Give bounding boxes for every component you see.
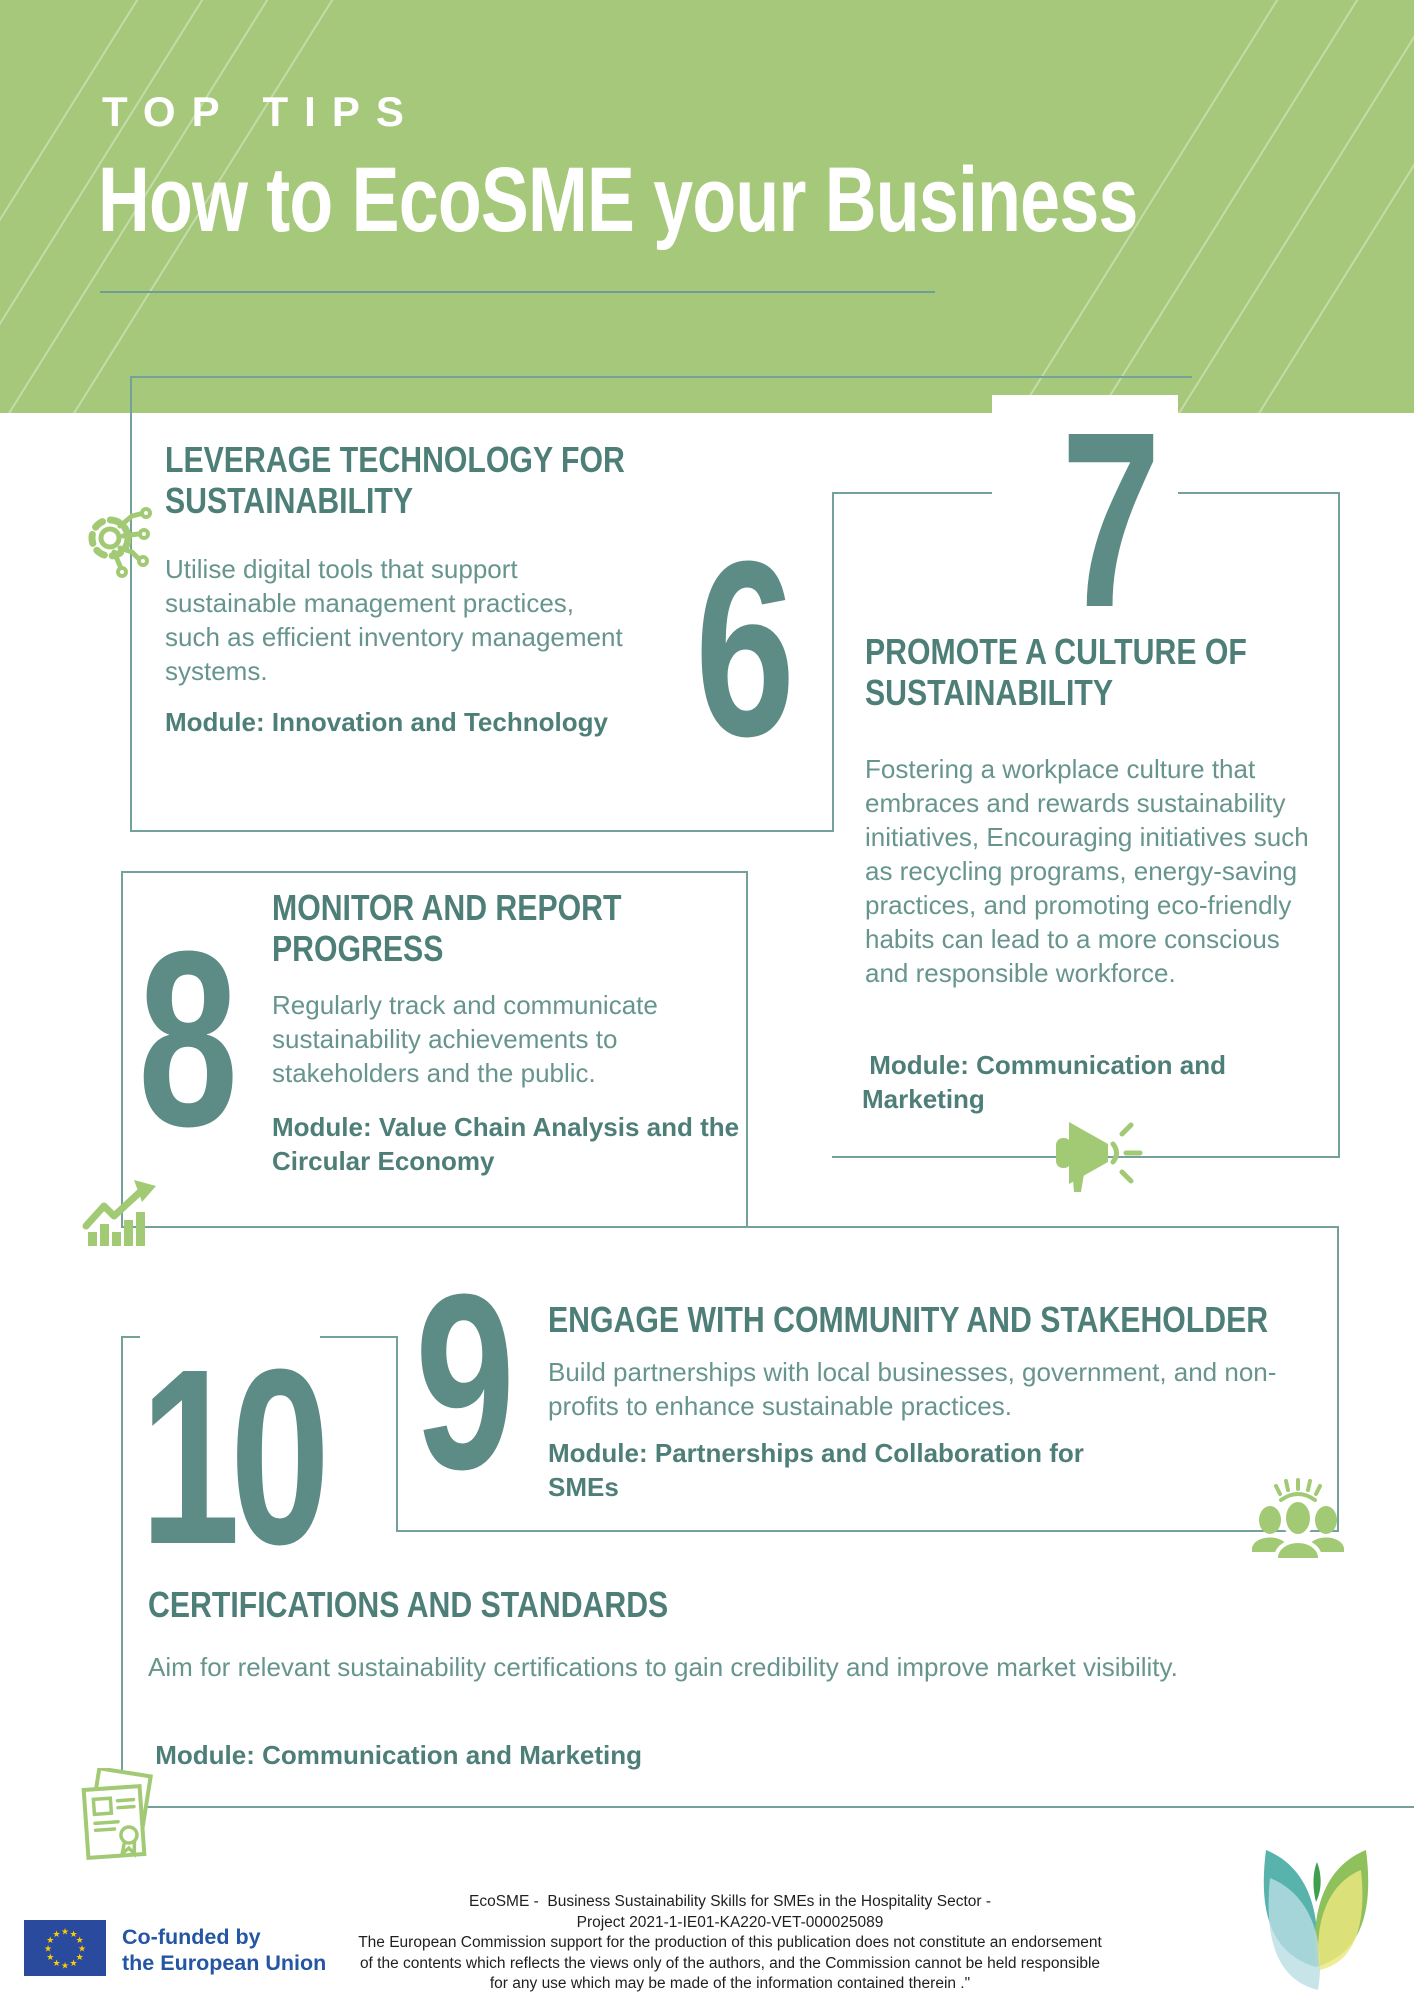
- growth-chart-icon: [82, 1176, 166, 1248]
- tip7-module: Module: Communication and Marketing: [862, 1050, 1234, 1115]
- footer-line: for any use which may be made of the information contained therein .": [489, 1975, 971, 1992]
- tip8-title: MONITOR AND REPORT PROGRESS: [272, 887, 622, 969]
- svg-text:★: ★: [52, 1928, 61, 1939]
- footer-line: of the contents which reflects the views only of the authors, and the Commission cannot be held responsible: [359, 1954, 1101, 1972]
- svg-text:★: ★: [60, 1926, 70, 1937]
- tip6-box-top-border: [130, 376, 1192, 378]
- svg-text:★: ★: [69, 1958, 78, 1969]
- tip6-box-bottom-border: [130, 830, 834, 832]
- tip10-number: 10: [140, 1317, 321, 1596]
- tip6-number: 6: [695, 509, 796, 788]
- tip9-number: 9: [415, 1242, 516, 1521]
- footer-line: Project 2021-1-IE01-KA220-VET-000025089: [576, 1913, 884, 1931]
- header-underline: [100, 291, 935, 293]
- megaphone-icon: [1052, 1118, 1148, 1196]
- header-kicker: TOP TIPS: [102, 88, 420, 135]
- footer-line: EcoSME - Business Sustainability Skills for SMEs in the Hospitality Sector -: [468, 1893, 992, 1910]
- diagonal-line-decoration: [1116, 0, 1414, 413]
- gear-circuit-icon: [82, 486, 170, 582]
- tip6-module: Module: Innovation and Technology: [165, 707, 608, 737]
- eu-cofunded-line1: Co-funded by: [122, 1925, 261, 1949]
- svg-text:★: ★: [75, 1952, 84, 1962]
- tip10-title: CERTIFICATIONS AND STANDARDS: [148, 1584, 669, 1625]
- tip10-box-left-border: [121, 1336, 123, 1808]
- tip7-body: Fostering a workplace culture that embraces and rewards sustainability initiatives, Encouraging initiatives such as recycling programs, energy-saving practices, and promoting eco-friendly habits can lead to a more conscious and responsible workforce.: [865, 754, 1309, 989]
- tip8-box-left-border: [121, 872, 123, 1228]
- svg-text:★: ★: [46, 1952, 55, 1962]
- tip9-box-bottom-border: [396, 1530, 1339, 1532]
- svg-text:★: ★: [69, 1928, 78, 1939]
- eu-flag-icon: [24, 1920, 106, 1976]
- tip10-module: Module: Communication and Marketing: [148, 1740, 643, 1770]
- tip9-body: Build partnerships with local businesses, government, and non-profits to enhance sustainable practices.: [548, 1357, 1277, 1422]
- header-band: [0, 0, 1414, 413]
- svg-text:★: ★: [60, 1960, 70, 1971]
- community-icon: [1250, 1478, 1346, 1562]
- tip10-body: Aim for relevant sustainability certifications to gain credibility and improve market visibility.: [148, 1652, 1178, 1682]
- svg-text:★: ★: [75, 1935, 84, 1945]
- tip9-box-top-border: [121, 1226, 1339, 1228]
- tip8-module: Module: Value Chain Analysis and the Circular Economy: [272, 1112, 747, 1177]
- tip6-body: Utilise digital tools that support sustainable management practices, such as efficient inventory management systems.: [165, 554, 623, 687]
- tip7-box-left-border: [832, 493, 834, 832]
- tip8-box-top-border: [121, 871, 748, 873]
- page-title: How to EcoSME your Business: [98, 149, 1138, 251]
- tip8-number: 8: [138, 899, 239, 1178]
- svg-text:★: ★: [46, 1935, 55, 1945]
- footer-disclaimer: [320, 1892, 1140, 1995]
- footer-line: The European Commission support for the production of this publication does not constitute an endorsement: [358, 1934, 1102, 1951]
- svg-text:★: ★: [43, 1943, 53, 1954]
- tip6-box-left-border: [130, 376, 132, 832]
- eu-cofunded-label: [122, 1924, 326, 1976]
- tip9-module: Module: Partnerships and Collaboration for SMEs: [548, 1438, 1092, 1503]
- tip8-body: Regularly track and communicate sustainability achievements to stakeholders and the public.: [272, 990, 658, 1089]
- svg-text:★: ★: [77, 1943, 87, 1954]
- tip7-number-block: [992, 380, 1178, 659]
- tip7-title: PROMOTE A CULTURE OF SUSTAINABILITY: [865, 631, 1247, 713]
- tip10-box-bottom-border: [121, 1806, 1414, 1808]
- tip6-title: LEVERAGE TECHNOLOGY FOR SUSTAINABILITY: [165, 439, 625, 521]
- certificates-icon: [76, 1768, 164, 1864]
- svg-text:★: ★: [52, 1958, 61, 1969]
- tip9-box-left-border: [396, 1336, 398, 1532]
- tip7-box-right-border: [1338, 492, 1340, 1158]
- tip9-title: ENGAGE WITH COMMUNITY AND STAKEHOLDER: [548, 1299, 1269, 1340]
- ecosme-logo: [1256, 1842, 1376, 1992]
- tip7-number: 7: [1061, 380, 1162, 659]
- eu-cofunded-line2: the European Union: [122, 1951, 327, 1975]
